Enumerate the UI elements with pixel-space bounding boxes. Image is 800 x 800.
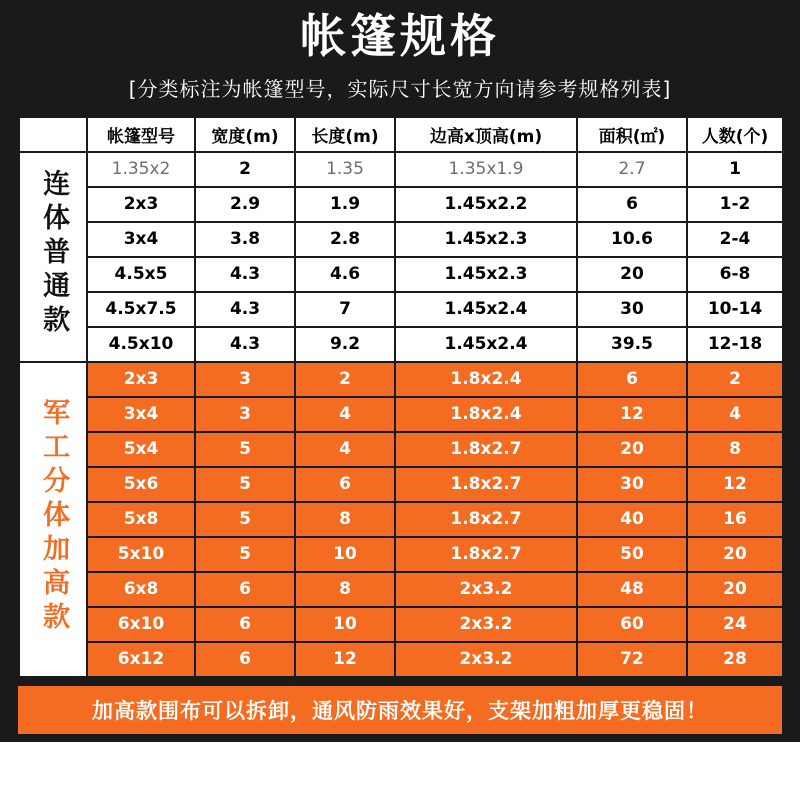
header-height: 边高x顶高(m): [395, 117, 577, 152]
cell-length: 6: [295, 467, 395, 502]
cell-people: 20: [687, 537, 783, 572]
cell-height: 2x3.2: [395, 642, 577, 677]
cell-model: 6x10: [87, 607, 195, 642]
cell-width: 3: [195, 362, 295, 397]
cell-height: 1.45x2.4: [395, 292, 577, 327]
cell-people: 8: [687, 432, 783, 467]
cell-height: 2x3.2: [395, 572, 577, 607]
cell-length: 10: [295, 607, 395, 642]
spec-table: [18, 116, 784, 678]
cell-width: 5: [195, 502, 295, 537]
cell-width: 5: [195, 467, 295, 502]
cell-area: 6: [577, 362, 687, 397]
cell-model: 1.35x2: [87, 152, 195, 187]
table-row: [19, 187, 783, 222]
spec-table-wrap: [0, 108, 800, 678]
category-label-military-text: 军工分体加高款: [38, 397, 70, 636]
cell-width: 6: [195, 572, 295, 607]
table-row: [19, 432, 783, 467]
category-label-normal: [19, 152, 87, 362]
cell-model: 3x4: [87, 397, 195, 432]
table-row: [19, 362, 783, 397]
cell-model: 4.5x10: [87, 327, 195, 362]
header-length: 长度(m): [295, 117, 395, 152]
cell-people: 2-4: [687, 222, 783, 257]
cell-length: 9.2: [295, 327, 395, 362]
cell-width: 6: [195, 607, 295, 642]
cell-area: 2.7: [577, 152, 687, 187]
cell-length: 12: [295, 642, 395, 677]
table-row: [19, 642, 783, 677]
cell-length: 4: [295, 397, 395, 432]
cell-length: 2: [295, 362, 395, 397]
table-row: [19, 607, 783, 642]
cell-length: 8: [295, 502, 395, 537]
cell-model: 3x4: [87, 222, 195, 257]
cell-area: 20: [577, 257, 687, 292]
cell-height: 1.8x2.4: [395, 397, 577, 432]
cell-height: 1.8x2.7: [395, 467, 577, 502]
cell-area: 60: [577, 607, 687, 642]
cell-people: 1-2: [687, 187, 783, 222]
cell-people: 10-14: [687, 292, 783, 327]
cell-model: 5x4: [87, 432, 195, 467]
cell-length: 7: [295, 292, 395, 327]
page-title: 帐篷规格: [300, 9, 500, 63]
cell-area: 12: [577, 397, 687, 432]
cell-area: 72: [577, 642, 687, 677]
cell-height: 1.8x2.4: [395, 362, 577, 397]
cell-width: 5: [195, 537, 295, 572]
table-row: [19, 222, 783, 257]
cell-width: 4.3: [195, 257, 295, 292]
cell-width: 5: [195, 432, 295, 467]
cell-width: 6: [195, 642, 295, 677]
cell-people: 1: [687, 152, 783, 187]
cell-model: 6x12: [87, 642, 195, 677]
table-row: [19, 397, 783, 432]
cell-people: 12: [687, 467, 783, 502]
cell-model: 4.5x7.5: [87, 292, 195, 327]
cell-length: 4.6: [295, 257, 395, 292]
header-category-blank: [19, 117, 87, 152]
cell-people: 12-18: [687, 327, 783, 362]
table-row: [19, 467, 783, 502]
table-row: [19, 257, 783, 292]
cell-height: 1.8x2.7: [395, 502, 577, 537]
cell-width: 3: [195, 397, 295, 432]
cell-model: 2x3: [87, 362, 195, 397]
cell-width: 2.9: [195, 187, 295, 222]
cell-width: 3.8: [195, 222, 295, 257]
category-label-normal-text: 连体普通款: [38, 169, 70, 340]
cell-height: 1.35x1.9: [395, 152, 577, 187]
cell-length: 4: [295, 432, 395, 467]
cell-model: 5x6: [87, 467, 195, 502]
header-people: 人数(个): [687, 117, 783, 152]
footer-banner: [18, 686, 782, 734]
table-row: [19, 537, 783, 572]
cell-area: 40: [577, 502, 687, 537]
cell-height: 1.45x2.3: [395, 222, 577, 257]
cell-length: 8: [295, 572, 395, 607]
cell-height: 1.45x2.3: [395, 257, 577, 292]
category-label-military: [19, 362, 87, 677]
cell-area: 6: [577, 187, 687, 222]
table-row: [19, 292, 783, 327]
header-area: 面积(㎡): [577, 117, 687, 152]
cell-height: 2x3.2: [395, 607, 577, 642]
table-row: [19, 572, 783, 607]
cell-model: 6x8: [87, 572, 195, 607]
cell-height: 1.45x2.2: [395, 187, 577, 222]
cell-people: 20: [687, 572, 783, 607]
cell-length: 1.35: [295, 152, 395, 187]
cell-people: 24: [687, 607, 783, 642]
page-subtitle: [分类标注为帐篷型号，实际尺寸长宽方向请参考规格列表]: [128, 76, 672, 101]
table-header-row: [19, 117, 783, 152]
cell-length: 2.8: [295, 222, 395, 257]
cell-people: 16: [687, 502, 783, 537]
cell-width: 4.3: [195, 327, 295, 362]
cell-width: 4.3: [195, 292, 295, 327]
cell-area: 39.5: [577, 327, 687, 362]
header-width: 宽度(m): [195, 117, 295, 152]
cell-length: 10: [295, 537, 395, 572]
cell-model: 2x3: [87, 187, 195, 222]
footer-text: 加高款围布可以拆卸，通风防雨效果好，支架加粗加厚更稳固！: [92, 698, 708, 723]
table-row: [19, 152, 783, 187]
cell-area: 20: [577, 432, 687, 467]
cell-height: 1.8x2.7: [395, 537, 577, 572]
cell-people: 28: [687, 642, 783, 677]
cell-model: 4.5x5: [87, 257, 195, 292]
cell-area: 48: [577, 572, 687, 607]
cell-length: 1.9: [295, 187, 395, 222]
cell-people: 4: [687, 397, 783, 432]
cell-height: 1.45x2.4: [395, 327, 577, 362]
cell-height: 1.8x2.7: [395, 432, 577, 467]
bottom-filler: [0, 742, 800, 800]
cell-area: 30: [577, 292, 687, 327]
cell-people: 2: [687, 362, 783, 397]
table-row: [19, 502, 783, 537]
cell-area: 50: [577, 537, 687, 572]
cell-model: 5x8: [87, 502, 195, 537]
header-model: 帐篷型号: [87, 117, 195, 152]
poster-header: [0, 0, 800, 108]
cell-area: 10.6: [577, 222, 687, 257]
table-row: [19, 327, 783, 362]
cell-model: 5x10: [87, 537, 195, 572]
cell-area: 30: [577, 467, 687, 502]
cell-people: 6-8: [687, 257, 783, 292]
cell-width: 2: [195, 152, 295, 187]
